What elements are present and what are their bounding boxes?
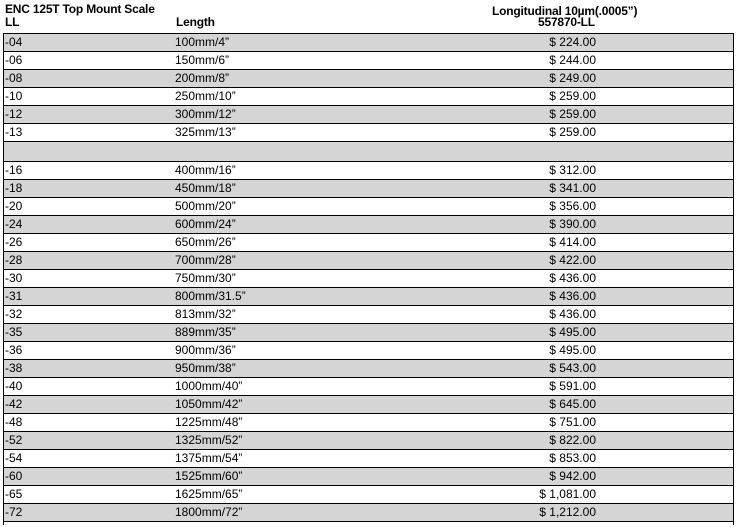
cell-length: 500mm/20” <box>175 199 236 213</box>
cell-length: 1325mm/52” <box>175 433 243 447</box>
table-row <box>3 180 734 198</box>
table-row <box>3 504 734 522</box>
cell-ll: -13 <box>5 125 23 139</box>
table-row <box>3 378 734 396</box>
table-row <box>3 234 734 252</box>
cell-length: 650mm/26” <box>175 235 236 249</box>
cell-ll: -48 <box>5 415 23 429</box>
table-row <box>3 106 734 124</box>
cell-length: 800mm/31.5” <box>175 289 246 303</box>
table-row <box>3 414 734 432</box>
table-row <box>3 162 734 180</box>
cell-price: $ 751.00 <box>549 415 596 429</box>
cell-length: 1800mm/72” <box>175 505 243 519</box>
cell-price: $ 356.00 <box>549 199 596 213</box>
cell-price: $ 1,081.00 <box>539 487 596 501</box>
cell-price: $ 591.00 <box>549 379 596 393</box>
cell-price: $ 495.00 <box>549 343 596 357</box>
price-table <box>3 33 734 522</box>
cell-ll: -30 <box>5 271 23 285</box>
cell-length: 1375mm/54” <box>175 451 243 465</box>
table-row <box>3 288 734 306</box>
cell-ll: -28 <box>5 253 23 267</box>
cell-price: $ 224.00 <box>549 35 596 49</box>
cell-length: 325mm/13” <box>175 125 236 139</box>
cell-price: $ 249.00 <box>549 71 596 85</box>
cell-length: 1225mm/48” <box>175 415 243 429</box>
cell-length: 250mm/10” <box>175 89 236 103</box>
table-row <box>3 360 734 378</box>
cell-length: 889mm/35” <box>175 325 236 339</box>
cell-price: $ 436.00 <box>549 271 596 285</box>
cell-length: 400mm/16” <box>175 163 236 177</box>
cell-price: $ 495.00 <box>549 325 596 339</box>
cell-price: $ 341.00 <box>549 181 596 195</box>
column-header-length: Length <box>176 15 215 29</box>
cell-length: 100mm/4” <box>175 35 230 49</box>
table-row <box>3 252 734 270</box>
cell-ll: -52 <box>5 433 23 447</box>
cell-length: 150mm/6” <box>175 53 230 67</box>
table-row <box>3 396 734 414</box>
cell-ll: -65 <box>5 487 23 501</box>
cell-price: $ 390.00 <box>549 217 596 231</box>
table-row <box>3 124 734 142</box>
cell-ll: -31 <box>5 289 23 303</box>
cell-ll: -08 <box>5 71 23 85</box>
cell-length: 900mm/36” <box>175 343 236 357</box>
cell-length: 450mm/18” <box>175 181 236 195</box>
cell-length: 813mm/32” <box>175 307 236 321</box>
cell-length: 1050mm/42” <box>175 397 243 411</box>
cell-ll: -54 <box>5 451 23 465</box>
cell-price: $ 244.00 <box>549 53 596 67</box>
table-row <box>3 70 734 88</box>
cell-price: $ 259.00 <box>549 125 596 139</box>
cell-price: $ 422.00 <box>549 253 596 267</box>
cell-length: 750mm/30” <box>175 271 236 285</box>
cell-length: 200mm/8” <box>175 71 230 85</box>
table-row <box>3 450 734 468</box>
table-row <box>3 432 734 450</box>
cell-length: 1525mm/60” <box>175 469 243 483</box>
cell-ll: -24 <box>5 217 23 231</box>
cell-price: $ 259.00 <box>549 107 596 121</box>
table-row <box>3 52 734 70</box>
cell-length: 700mm/28” <box>175 253 236 267</box>
table-row <box>3 270 734 288</box>
cell-ll: -20 <box>5 199 23 213</box>
column-header-part-number: 557870-LL <box>538 15 595 29</box>
table-row <box>3 216 734 234</box>
table-row <box>3 34 734 52</box>
table-row <box>3 468 734 486</box>
cell-price: $ 436.00 <box>549 289 596 303</box>
cell-length: 950mm/38” <box>175 361 236 375</box>
cell-price: $ 543.00 <box>549 361 596 375</box>
cell-ll: -72 <box>5 505 23 519</box>
cell-price: $ 1,212.00 <box>539 505 596 519</box>
column-header-longitudinal: Longitudinal 10µm(.0005”) <box>492 4 638 18</box>
cell-length: 300mm/12” <box>175 107 236 121</box>
cell-price: $ 822.00 <box>549 433 596 447</box>
cell-price: $ 645.00 <box>549 397 596 411</box>
section-separator <box>3 142 734 162</box>
cell-length: 1000mm/40” <box>175 379 243 393</box>
column-header-ll: LL <box>5 15 20 29</box>
cell-ll: -60 <box>5 469 23 483</box>
cell-ll: -06 <box>5 53 23 67</box>
cell-ll: -26 <box>5 235 23 249</box>
cell-ll: -10 <box>5 89 23 103</box>
table-row <box>3 88 734 106</box>
cell-ll: -40 <box>5 379 23 393</box>
cell-ll: -18 <box>5 181 23 195</box>
cell-price: $ 312.00 <box>549 163 596 177</box>
cell-price: $ 853.00 <box>549 451 596 465</box>
table-row <box>3 342 734 360</box>
cell-ll: -36 <box>5 343 23 357</box>
table-row <box>3 486 734 504</box>
cell-length: 1625mm/65” <box>175 487 243 501</box>
table-row <box>3 324 734 342</box>
cell-ll: -04 <box>5 35 23 49</box>
table-title: ENC 125T Top Mount Scale <box>5 2 155 16</box>
cell-price: $ 259.00 <box>549 89 596 103</box>
cell-ll: -35 <box>5 325 23 339</box>
cell-ll: -42 <box>5 397 23 411</box>
cell-price: $ 942.00 <box>549 469 596 483</box>
cell-price: $ 414.00 <box>549 235 596 249</box>
table-row <box>3 306 734 324</box>
cell-ll: -16 <box>5 163 23 177</box>
cell-ll: -32 <box>5 307 23 321</box>
cell-price: $ 436.00 <box>549 307 596 321</box>
table-row <box>3 198 734 216</box>
cell-ll: -38 <box>5 361 23 375</box>
cell-ll: -12 <box>5 107 23 121</box>
cell-length: 600mm/24” <box>175 217 236 231</box>
